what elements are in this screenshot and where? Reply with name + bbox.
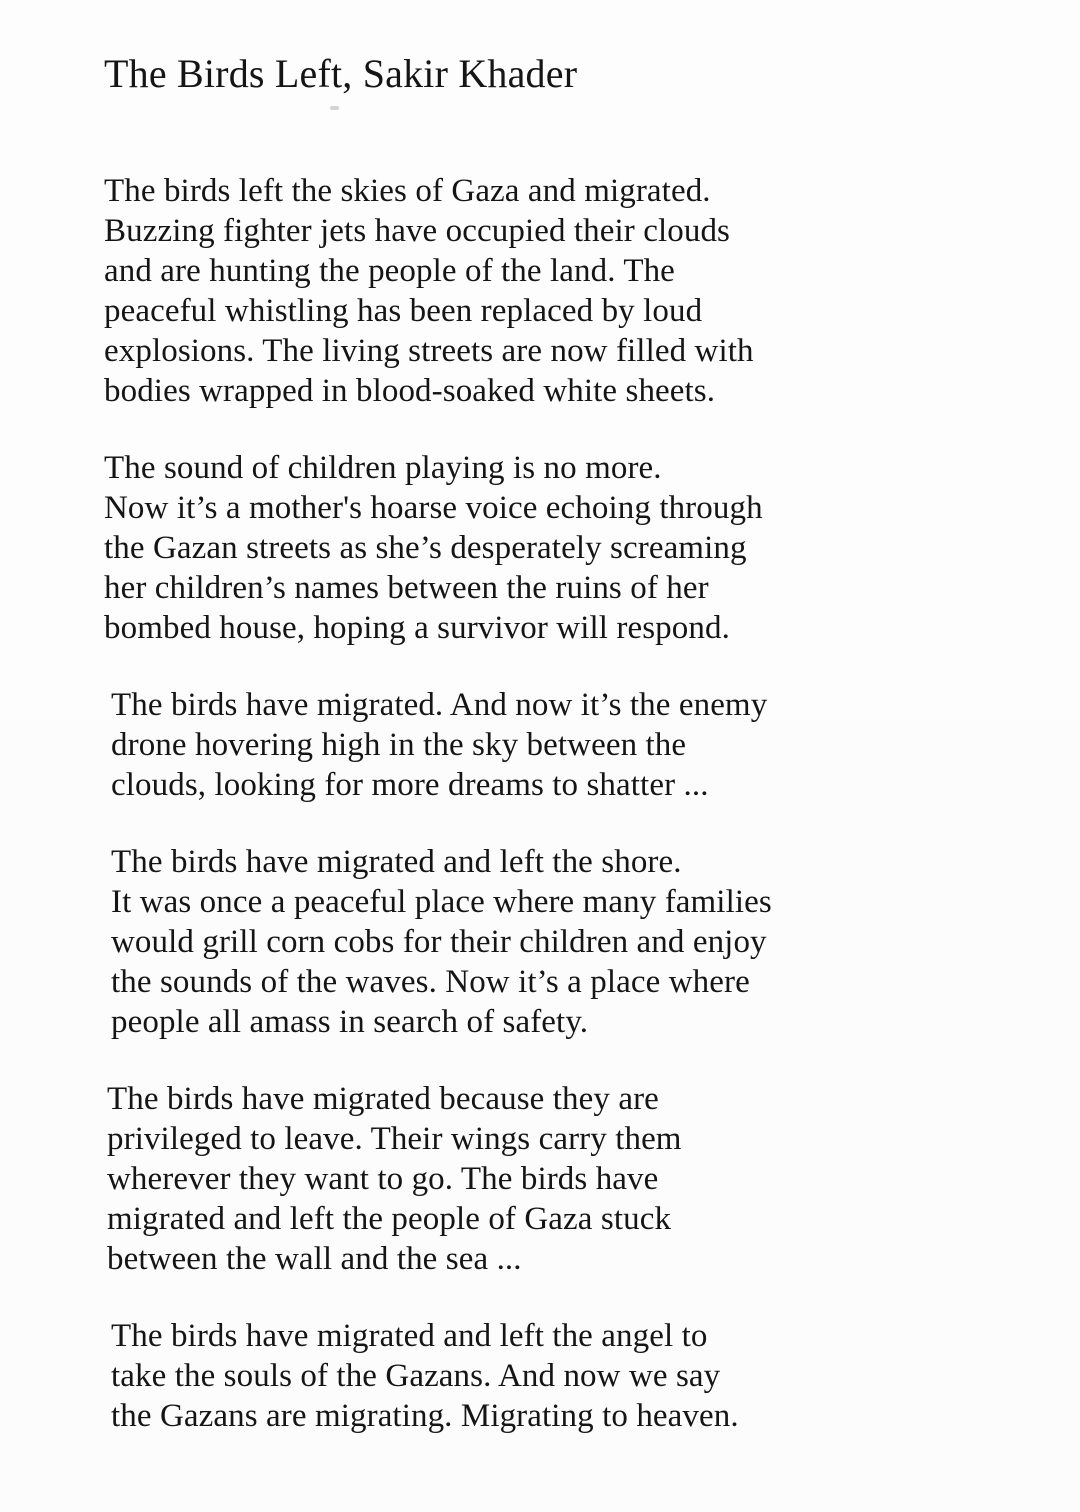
poem-line: The birds have migrated and left the angel to bbox=[111, 1318, 708, 1354]
poem-line: drone hovering high in the sky between the bbox=[111, 727, 687, 763]
poem-line: The birds left the skies of Gaza and migrated. bbox=[104, 173, 711, 209]
poem-line: peaceful whistling has been replaced by loud bbox=[104, 293, 703, 329]
poem-line: migrated and left the people of Gaza stuck bbox=[107, 1201, 672, 1237]
poem-line: the sounds of the waves. Now it’s a place where bbox=[111, 964, 750, 1000]
poem-line: the Gazan streets as she’s desperately screaming bbox=[104, 530, 747, 566]
scan-artifact-dot bbox=[330, 106, 339, 110]
poem-title: The Birds Left, Sakir Khader bbox=[104, 51, 578, 96]
stanza-3 bbox=[104, 685, 1040, 805]
poem-line: take the souls of the Gazans. And now we say bbox=[111, 1358, 721, 1394]
stanza-5 bbox=[104, 1079, 1040, 1279]
poem-line: The birds have migrated because they are bbox=[107, 1081, 659, 1117]
poem-line: between the wall and the sea ... bbox=[107, 1241, 522, 1277]
stanza-4 bbox=[104, 842, 1040, 1042]
poem-line: people all amass in search of safety. bbox=[111, 1004, 589, 1040]
poem-line: Now it’s a mother's hoarse voice echoing through bbox=[104, 490, 763, 526]
poem-line: her children’s names between the ruins of her bbox=[104, 570, 709, 606]
poem-line: Buzzing fighter jets have occupied their clouds bbox=[104, 213, 730, 249]
poem-line: privileged to leave. Their wings carry them bbox=[107, 1121, 682, 1157]
stanza-6 bbox=[104, 1316, 1040, 1436]
poem-line: bombed house, hoping a survivor will respond. bbox=[104, 610, 730, 646]
poem-line: wherever they want to go. The birds have bbox=[107, 1161, 659, 1197]
poem-line: clouds, looking for more dreams to shatter ... bbox=[111, 767, 709, 803]
poem-line: The sound of children playing is no more. bbox=[104, 450, 662, 486]
poem-line: explosions. The living streets are now filled with bbox=[104, 333, 754, 369]
poem-line: The birds have migrated. And now it’s the enemy bbox=[111, 687, 768, 723]
poem-line: It was once a peaceful place where many families bbox=[111, 884, 772, 920]
stanza-1 bbox=[104, 171, 1040, 411]
stanza-2 bbox=[104, 448, 1040, 648]
poem-line: and are hunting the people of the land. The bbox=[104, 253, 675, 289]
poem-line: The birds have migrated and left the shore. bbox=[111, 844, 682, 880]
poem-line: the Gazans are migrating. Migrating to heaven. bbox=[111, 1398, 739, 1434]
poem-line: would grill corn cobs for their children and enjoy bbox=[111, 924, 767, 960]
poem-line: bodies wrapped in blood-soaked white sheets. bbox=[104, 373, 716, 409]
